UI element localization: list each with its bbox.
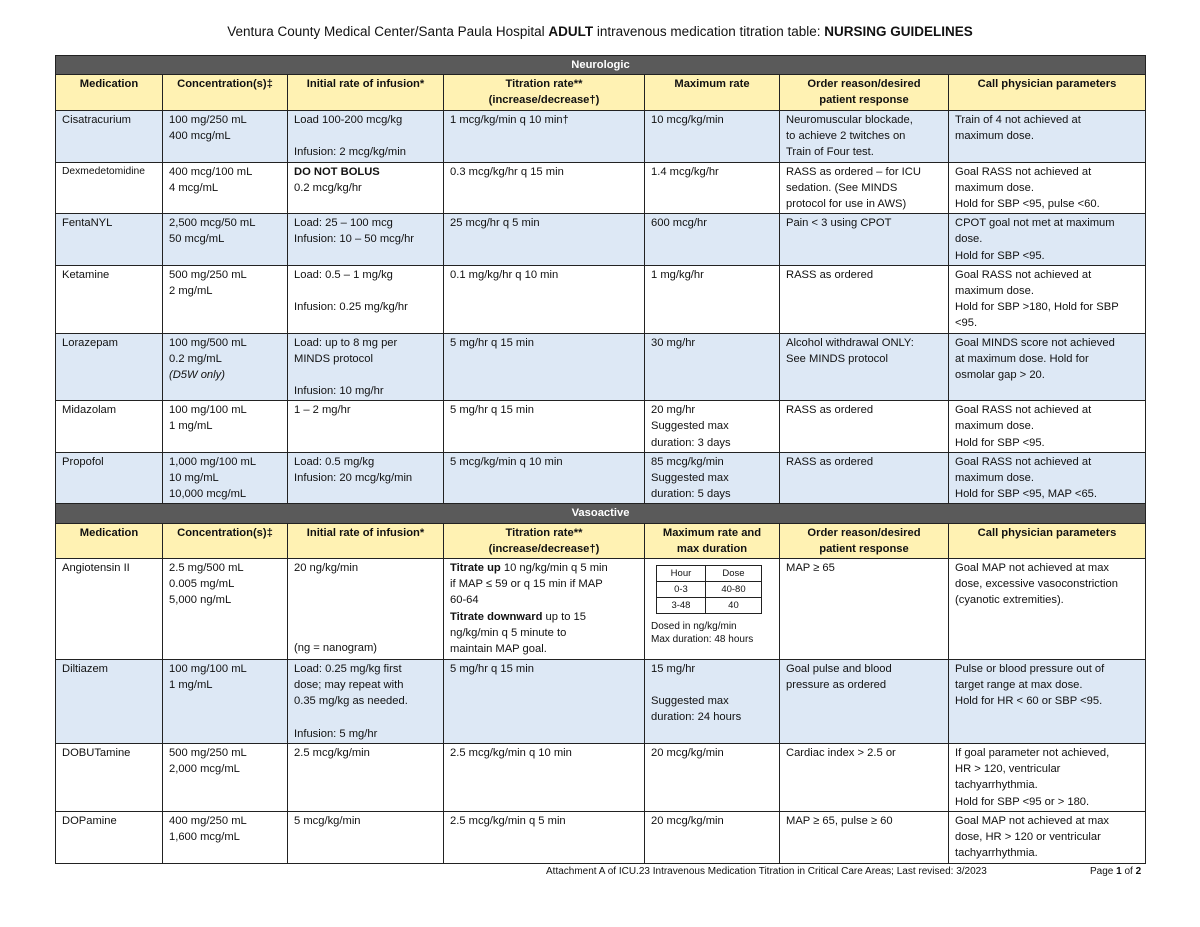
col-initial-rate: Initial rate of infusion*	[288, 523, 444, 558]
table-row: Angiotensin II 2.5 mg/500 mL 0.005 mg/mL 5,000 ng/mL 20 ng/kg/min (ng = nanogram) Titrate up 10 ng/kg/min q 5 min if MAP ≤ 59 or q 15 min if MAP 60-64 Titrate downward up to 15 ng/kg/min q 5 minute to maintain MAP goal. Hour Dose 0-3 40-80 3-48 40 Dosed in ng/kg/min Max duration: 48 hours MAP ≥ 65 Goal MAP not achieved at max dose, excessive vasoconstriction (cyanotic extremities).	[56, 559, 1146, 660]
document-title: Ventura County Medical Center/Santa Paula Hospital ADULT intravenous medication titration table: NURSING GUIDELINES	[227, 24, 973, 39]
table-row: DOPamine 400 mg/250 mL 1,600 mcg/mL 5 mcg/kg/min 2.5 mcg/kg/min q 5 min 20 mcg/kg/min MAP ≥ 65, pulse ≥ 60 Goal MAP not achieved at max dose, HR > 120 or ventricular tachyarrhythmia.	[56, 811, 1146, 863]
col-initial-rate: Initial rate of infusion*	[288, 75, 444, 110]
col-medication: Medication	[56, 523, 163, 558]
table-row: FentaNYL 2,500 mcg/50 mL 50 mcg/mL Load: 25 – 100 mcg Infusion: 10 – 50 mcg/hr 25 mcg/hr q 5 min 600 mcg/hr Pain < 3 using CPOT CPOT goal not met at maximum dose. Hold for SBP <95.	[56, 214, 1146, 266]
footer-attachment-note: Attachment A of ICU.23 Intravenous Medication Titration in Critical Care Areas; Last revised: 3/2023	[546, 866, 987, 877]
table-row: Ketamine 500 mg/250 mL 2 mg/mL Load: 0.5 – 1 mg/kg Infusion: 0.25 mg/kg/hr 0.1 mg/kg/hr q 10 min 1 mg/kg/hr RASS as ordered Goal RASS not achieved at maximum dose. Hold for SBP >180, Hold for SBP <95.	[56, 265, 1146, 333]
titration-table	[55, 55, 1146, 864]
col-call-physician: Call physician parameters	[949, 75, 1146, 110]
col-concentration: Concentration(s)‡	[163, 75, 288, 110]
table-row: Dexmedetomidine 400 mcg/100 mL 4 mcg/mL DO NOT BOLUS 0.2 mcg/kg/hr 0.3 mcg/kg/hr q 15 min 1.4 mcg/kg/hr RASS as ordered – for ICU sedation. (See MINDS protocol for use in AWS) Goal RASS not achieved at maximum dose. Hold for SBP <95, pulse <60.	[56, 162, 1146, 214]
col-maximum-rate-duration: Maximum rate and max duration	[645, 523, 780, 558]
col-concentration: Concentration(s)‡	[163, 523, 288, 558]
table-row: Propofol 1,000 mg/100 mL 10 mg/mL 10,000 mcg/mL Load: 0.5 mg/kg Infusion: 20 mcg/kg/min 5 mcg/kg/min q 10 min 85 mcg/kg/min Suggested max duration: 5 days RASS as ordered Goal RASS not achieved at maximum dose. Hold for SBP <95, MAP <65.	[56, 452, 1146, 504]
table-row: Cisatracurium 100 mg/250 mL 400 mcg/mL Load 100-200 mcg/kg Infusion: 2 mcg/kg/min 1 mcg/kg/min q 10 min† 10 mcg/kg/min Neuromuscular blockade, to achieve 2 twitches on Train of Four test. Train of 4 not achieved at maximum dose.	[56, 110, 1146, 162]
column-header-row	[56, 523, 1146, 558]
col-call-physician: Call physician parameters	[949, 523, 1146, 558]
section-header-neurologic: Neurologic	[56, 56, 1146, 75]
col-maximum-rate: Maximum rate	[645, 75, 780, 110]
col-order-reason: Order reason/desired patient response	[780, 75, 949, 110]
col-order-reason: Order reason/desired patient response	[780, 523, 949, 558]
table-row: Midazolam 100 mg/100 mL 1 mg/mL 1 – 2 mg/hr 5 mg/hr q 15 min 20 mg/hr Suggested max duration: 3 days RASS as ordered Goal RASS not achieved at maximum dose. Hold for SBP <95.	[56, 401, 1146, 453]
angiotensin-dose-table: Hour Dose 0-3 40-80 3-48 40	[656, 565, 762, 614]
col-titration-rate: Titration rate** (increase/decrease†)	[444, 523, 645, 558]
table-row: DOBUTamine 500 mg/250 mL 2,000 mcg/mL 2.5 mcg/kg/min 2.5 mcg/kg/min q 10 min 20 mcg/kg/min Cardiac index > 2.5 or If goal parameter not achieved, HR > 120, ventricular tachyarrhythmia. Hold for SBP <95 or > 180.	[56, 744, 1146, 812]
section-header-vasoactive: Vasoactive	[56, 504, 1146, 523]
col-titration-rate: Titration rate** (increase/decrease†)	[444, 75, 645, 110]
page-number: Page 1 of 2	[1090, 866, 1142, 877]
table-row: Diltiazem 100 mg/100 mL 1 mg/mL Load: 0.25 mg/kg first dose; may repeat with 0.35 mg/kg as needed. Infusion: 5 mg/hr 5 mg/hr q 15 min 15 mg/hr Suggested max duration: 24 hours Goal pulse and blood pressure as ordered Pulse or blood pressure out of target range at max dose. Hold for HR < 60 or SBP <95.	[56, 660, 1146, 744]
table-row: Lorazepam 100 mg/500 mL 0.2 mg/mL (D5W only) Load: up to 8 mg per MINDS protocol Infusion: 10 mg/hr 5 mg/hr q 15 min 30 mg/hr Alcohol withdrawal ONLY: See MINDS protocol Goal MINDS score not achieved at maximum dose. Hold for osmolar gap > 20.	[56, 333, 1146, 401]
column-header-row	[56, 75, 1146, 110]
col-medication: Medication	[56, 75, 163, 110]
